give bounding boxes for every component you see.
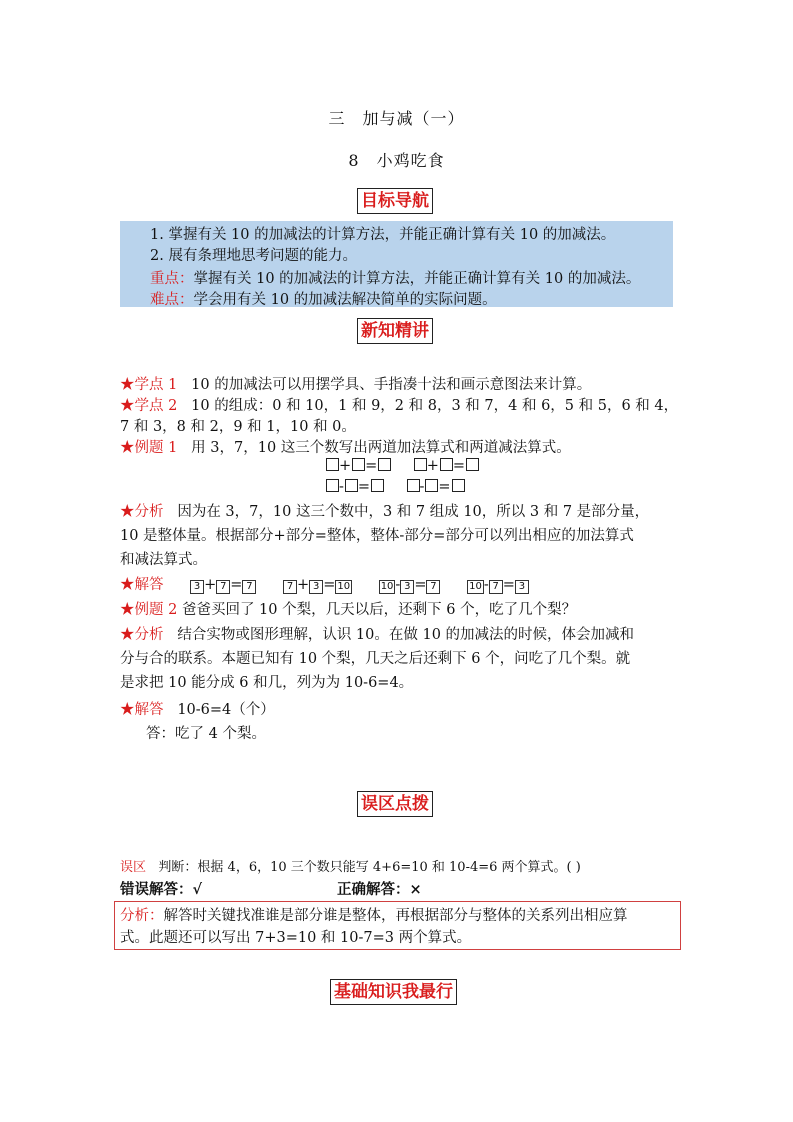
blank-box-icon — [425, 479, 438, 492]
section-title-goals: 目标导航 — [357, 188, 433, 214]
analysis-1-label: ★分析 — [120, 504, 164, 520]
goal-item-2: 2. 展有条理地思考问题的能力。 — [150, 248, 357, 264]
example-2 — [120, 598, 576, 619]
learning-point-1 — [120, 373, 591, 394]
mistake-analysis-line-2: 式。此题还可以写出 7+3=10 和 10-7=3 两个算式。 — [120, 930, 472, 946]
mistake-analysis-box — [114, 901, 681, 950]
boxed-number: 3 — [309, 580, 323, 594]
example-2-text: 爸爸买回了 10 个梨，几天以后，还剩下 6 个，吃了几个梨？ — [181, 602, 577, 618]
learning-point-2 — [120, 394, 678, 415]
solution-equation: 10 - 7 = 3 — [467, 577, 529, 594]
learning-point-1-text: 10 的加减法可以用摆学具、手指凑十法和画示意图法来计算。 — [191, 377, 592, 393]
analysis-1-line-3: 和减法算式。 — [120, 552, 207, 568]
blank-box-icon — [407, 479, 420, 492]
operator: - — [395, 577, 401, 593]
goals-box — [120, 221, 673, 307]
example-1-label: ★例题 1 — [120, 440, 178, 456]
blank-box-icon — [326, 458, 339, 471]
mistake-analysis-text: 解答时关键找准谁是部分谁是整体，再根据部分与整体的关系列出相应算 — [163, 908, 628, 924]
goal-item-1: 1. 掌握有关 10 的加减法的计算方法，并能正确计算有关 10 的加减法。 — [150, 227, 616, 243]
right-answer: 正确解答：× — [337, 881, 422, 898]
mistake-zone-label: 误区 — [120, 860, 147, 875]
wrong-answer: 错误解答：√ — [120, 881, 203, 898]
learning-point-2-text: 10 的组成：0 和 10，1 和 9，2 和 8，3 和 7，4 和 6，5 和 5，6 和 4， — [191, 398, 679, 414]
blank-equation: + = — [414, 458, 479, 474]
solution-2-text: 10-6=4（个） — [177, 702, 275, 718]
key-point — [150, 267, 640, 288]
operator: + — [204, 577, 217, 593]
blank-equation: - = — [326, 479, 384, 495]
boxed-number: 3 — [400, 580, 414, 594]
blank-box-icon — [352, 458, 365, 471]
blank-box-icon — [378, 458, 391, 471]
key-point-text: 掌握有关 10 的加减法的计算方法，并能正确计算有关 10 的加减法。 — [193, 271, 641, 287]
solution-2 — [120, 698, 275, 719]
mistake-analysis-label: 分析： — [120, 908, 164, 924]
lesson-title: 8 小鸡吃食 — [348, 151, 445, 170]
section-title-mistakes: 误区点拨 — [357, 791, 433, 817]
difficult-point — [150, 288, 497, 309]
analysis-2 — [120, 623, 634, 647]
solution-equation: 10 - 3 = 7 — [379, 577, 441, 594]
learning-point-2-cont: 7 和 3，8 和 2，9 和 1，10 和 0。 — [120, 419, 356, 435]
blank-equation: - = — [407, 479, 465, 495]
analysis-2-line-3: 是求把 10 能分成 6 和几，列为为 10-6=4。 — [120, 675, 414, 691]
boxed-number: 7 — [242, 580, 256, 594]
analysis-2-line-1: 结合实物或图形理解，认识 10。在做 10 的加减法的时候，体会加减和 — [177, 627, 635, 643]
boxed-number: 3 — [515, 580, 529, 594]
blank-equations-sub — [326, 479, 465, 495]
operator: + — [297, 577, 310, 593]
chapter-title: 三 加与减（一） — [328, 109, 465, 128]
blank-box-icon — [440, 458, 453, 471]
analysis-1 — [120, 500, 649, 524]
solution-equation: 7 + 3 = 10 — [283, 577, 352, 594]
example-2-label: ★例题 2 — [120, 602, 178, 618]
example-1-text: 用 3，7，10 这三个数写出两道加法算式和两道减法算式。 — [191, 440, 571, 456]
operator: - — [483, 577, 489, 593]
boxed-number: 7 — [426, 580, 440, 594]
blank-box-icon — [371, 479, 384, 492]
boxed-number: 10 — [337, 581, 351, 592]
blank-equation: + = — [326, 458, 391, 474]
analysis-1-line-2: 10 是整体量。根据部分+部分=整体，整体-部分=部分可以列出相应的加法算式 — [120, 528, 634, 544]
solution-1-label: ★解答 — [120, 577, 164, 593]
learning-point-1-label: ★学点 1 — [120, 377, 178, 393]
difficult-point-label: 难点： — [150, 292, 194, 308]
solution-2-answer: 答：吃了 4 个梨。 — [146, 726, 266, 742]
solution-2-label: ★解答 — [120, 702, 164, 718]
mistake-question — [120, 856, 581, 875]
boxed-number: 7 — [216, 580, 230, 594]
section-title-basics: 基础知识我最行 — [330, 979, 457, 1005]
difficult-point-text: 学会用有关 10 的加减法解决简单的实际问题。 — [193, 292, 497, 308]
key-point-label: 重点： — [150, 271, 194, 287]
boxed-number: 7 — [283, 580, 297, 594]
blank-box-icon — [326, 479, 339, 492]
boxed-number: 3 — [190, 580, 204, 594]
blank-box-icon — [452, 479, 465, 492]
blank-box-icon — [414, 458, 427, 471]
blank-box-icon — [345, 479, 358, 492]
learning-point-2-label: ★学点 2 — [120, 398, 178, 414]
analysis-2-label: ★分析 — [120, 627, 164, 643]
section-title-new-knowledge: 新知精讲 — [357, 318, 433, 344]
solution-equation: 3 + 7 = 7 — [190, 577, 256, 594]
solution-1 — [120, 573, 529, 594]
blank-box-icon — [466, 458, 479, 471]
mistake-analysis-line-1 — [120, 904, 628, 925]
blank-equations-add — [326, 458, 479, 474]
analysis-1-line-1: 因为在 3，7，10 这三个数中，3 和 7 组成 10，所以 3 和 7 是部分量， — [177, 504, 650, 520]
example-1 — [120, 436, 571, 457]
mistake-question-text: 判断：根据 4，6，10 三个数只能写 4+6=10 和 10-4=6 两个算式。( ) — [158, 860, 581, 875]
boxed-number: 10 — [469, 581, 482, 592]
boxed-number: 10 — [380, 581, 394, 592]
analysis-2-line-2: 分与合的联系。本题已知有 10 个梨，几天之后还剩下 6 个，问吃了几个梨。就 — [120, 651, 631, 667]
boxed-number: 7 — [489, 580, 503, 594]
